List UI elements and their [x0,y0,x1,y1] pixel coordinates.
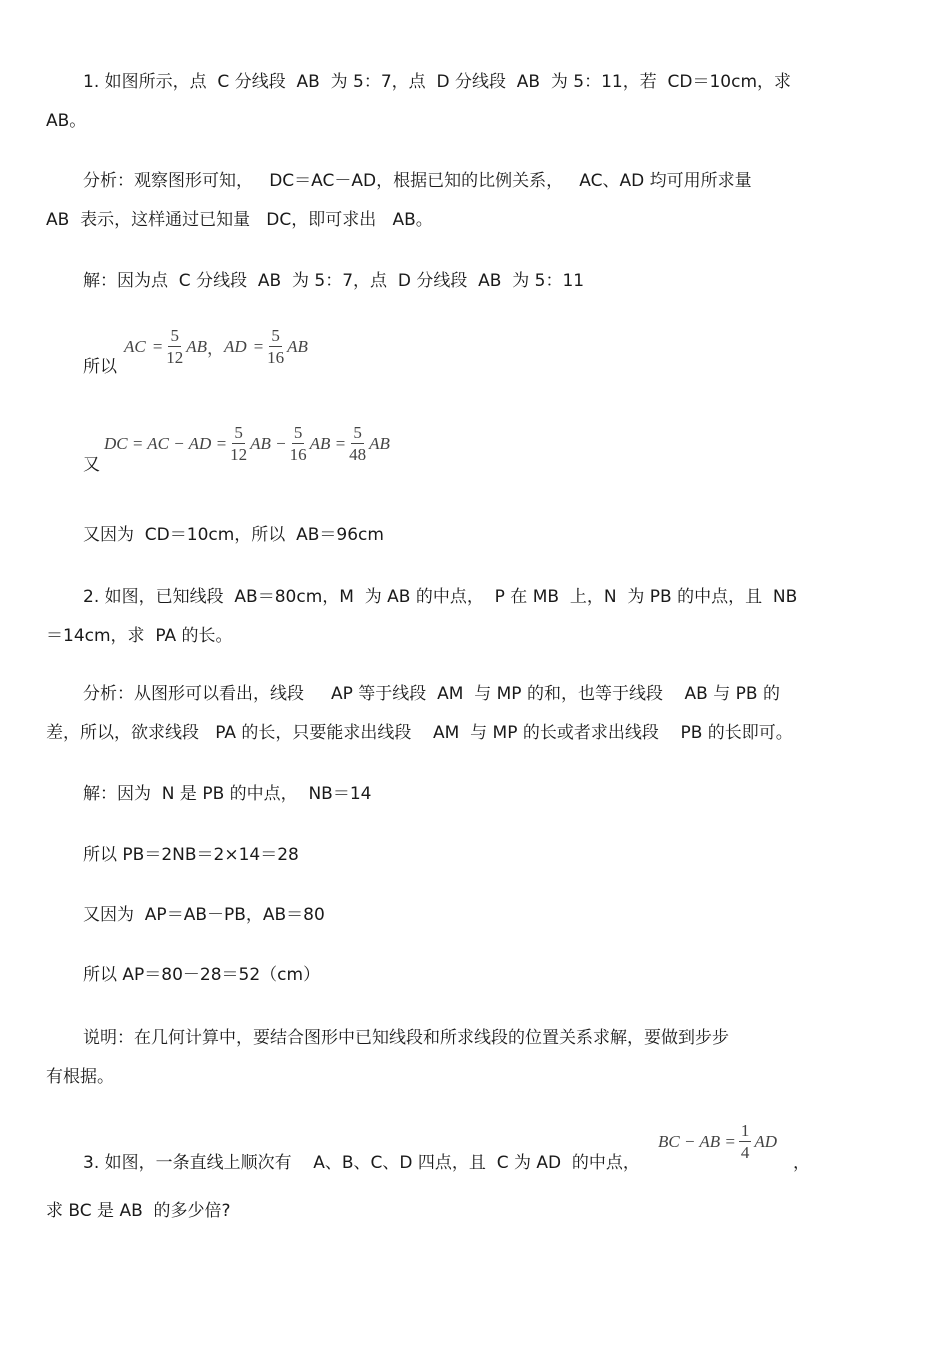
problem-2-solution-line2: 所以 PB＝2NB＝2×14＝28 [83,845,299,865]
problem-2-text-line1: 2. 如图，已知线段 AB＝80cm，M 为 AB 的中点， P 在 MB 上，N 为 PB 的中点，且 NB [83,587,798,607]
problem-1-analysis-line2: AB 表示，这样通过已知量 DC，即可求出 AB。 [46,210,433,230]
fraction-1-4: $\frac{1}{4}$ [740,1121,750,1162]
note-line2: 有根据。 [46,1067,114,1087]
fraction-5-48: $\frac{5}{48}$ [349,423,367,464]
you-label: 又 [83,455,100,475]
fraction-5-12: $\frac{5}{12}$ [166,326,184,367]
fraction-5-12-b: $\frac{5}{12}$ [230,423,248,464]
problem-2-analysis-line2: 差，所以，欲求线段 PA 的长，只要能求出线段 AM 与 MP 的长或者求出线段 PB 的长即可。 [46,723,793,743]
formula-dc: DC = AC − AD = $\frac{5}{12}$ AB − $\frac{5}{16}$ AB = $\frac{5}{48}$ AB [104,423,390,464]
problem-1-analysis-line1: 分析：观察图形可知， DC＝AC－AD，根据已知的比例关系， AC、AD 均可用所求量 [83,171,752,191]
so-label: 所以 [83,357,117,377]
problem-1-text-line2: AB。 [46,111,87,131]
problem-3-text-line2: 求 BC 是 AB 的多少倍? [46,1201,231,1221]
problem-2-text-line2: ＝14cm，求 PA 的长。 [46,626,233,646]
problem-1-solution-line1: 解：因为点 C 分线段 AB 为 5：7，点 D 分线段 AB 为 5：11 [83,271,585,291]
formula-ac-ad: AC = $\frac{5}{12}$ AB ， AD = $\frac{5}{16}$ AB [124,326,308,367]
fraction-5-16-b: $\frac{5}{16}$ [289,423,307,464]
problem-3-text-line1: 3. 如图，一条直线上顺次有 A、B、C、D 四点，且 C 为 AD 的中点， [83,1153,640,1173]
problem-3-comma: ， [793,1153,810,1173]
problem-1-text-line1: 1. 如图所示，点 C 分线段 AB 为 5：7，点 D 分线段 AB 为 5：11，若 CD＝10cm，求 [83,72,792,92]
problem-2-solution-line3: 又因为 AP＝AB－PB，AB＝80 [83,905,325,925]
fraction-5-16: $\frac{5}{16}$ [267,326,285,367]
note-line1: 说明：在几何计算中，要结合图形中已知线段和所求线段的位置关系求解，要做到步步 [83,1028,729,1048]
problem-1-solution-line2: 又因为 CD＝10cm，所以 AB＝96cm [83,525,384,545]
problem-2-analysis-line1: 分析：从图形可以看出，线段 AP 等于线段 AM 与 MP 的和，也等于线段 AB 与 PB 的 [83,684,780,704]
formula-bc-ab: BC − AB = $\frac{1}{4}$ AD [658,1121,778,1162]
problem-2-solution-line4: 所以 AP＝80－28＝52（cm） [83,965,321,985]
problem-2-solution-line1: 解：因为 N 是 PB 的中点， NB＝14 [83,784,372,804]
